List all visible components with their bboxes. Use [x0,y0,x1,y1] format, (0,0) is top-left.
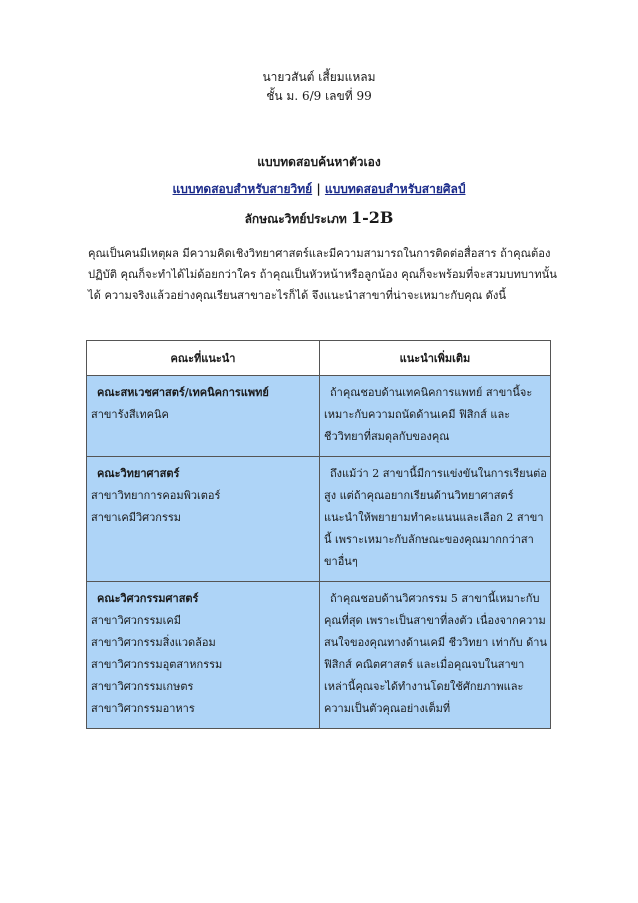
major-item: สาขาวิศวกรรมสิ่งแวดล้อม [91,636,216,649]
arts-test-link[interactable]: แบบทดสอบสำหรับสายศิลป์ [324,182,466,196]
note-cell [320,376,551,457]
note-text: ถ้าคุณชอบด้านวิศวกรรม 5 สาขานี้เหมาะกับคุณที่สุด เพราะเป็นสาขาที่ลงตัว เนื่องจากความสนใจของคุณทางด้านเคมี ชีววิทยา เท่ากับ ด้านฟิสิกส์ คณิตศาสตร์ และเมื่อคุณจบในสาขาเหล่านี้คุณจะได้ทำงานโดยใช้ศักยภาพและความเป็นตัวคุณอย่างเต็มที่ [324,592,547,715]
student-class-line: ชั้น ม. 6/9 เลขที่ 99 [266,89,372,103]
table-row [87,376,551,457]
major-item: สาขาวิศวกรรมเคมี [91,614,182,627]
note-text: ถึงแม้ว่า 2 สาขานี้มีการแข่งขันในการเรียนต่อสูง แต่ถ้าคุณอยากเรียนด้านวิทยาศาสตร์ แนะนำให้พยายามทำคะแนนและเลือก 2 สาขานี้ เพราะเหมาะกับลักษณะของคุณมากกว่าสาขาอื่นๆ [324,467,547,568]
student-name: นายวสันต์ เสี้ยมแหลม [262,70,376,84]
science-test-link[interactable]: แบบทดสอบสำหรับสายวิทย์ [172,182,313,196]
note-text: ถ้าคุณชอบด้านเทคนิคการแพทย์ สาขานี้จะเหมาะกับความถนัดด้านเคมี ฟิสิกส์ และชีววิทยาที่สมดุลกับของคุณ [324,386,533,443]
major-item: สาขาเคมีวิศวกรรม [91,511,182,524]
major-item: สาขาวิศวกรรมเกษตร [91,680,194,693]
table-row [87,582,551,729]
intro-paragraph: คุณเป็นคนมีเหตุผล มีความคิดเชิงวิทยาศาสตร์และมีความสามารถในการติดต่อสื่อสาร ถ้าคุณต้องปฏิบัติ คุณก็จะทำได้ไม่ด้อยกว่าใคร ถ้าคุณเป็นหัวหน้าหรือลูกน้อง คุณก็จะพร้อมที่จะสวมบทบาทนั้นได้ ความจริงแล้วอย่างคุณเรียนสาขาอะไรก็ได้ จึงแนะนำสาขาที่น่าจะเหมาะกับคุณ ดังนี้ [88,247,557,302]
faculty-cell [87,582,320,729]
note-cell [320,582,551,729]
major-item: สาขารังสีเทคนิค [91,408,169,421]
major-item: สาขาวิศวกรรมอุตสาหกรรม [91,658,223,671]
test-links [0,180,638,199]
test-title: แบบทดสอบค้นหาตัวเอง [257,155,381,169]
faculty-cell [87,457,320,582]
result-type-label: ลักษณะวิทย์ประเภท [244,212,347,226]
faculty-name: คณะสหเวชศาสตร์/เทคนิคการแพทย์ [97,386,269,399]
major-item: สาขาวิศวกรรมอาหาร [91,702,195,715]
faculty-name: คณะวิศวกรรมศาสตร์ [97,592,199,605]
table-row [87,457,551,582]
student-header [0,68,638,106]
faculty-name: คณะวิทยาศาสตร์ [97,467,180,480]
faculty-cell [87,376,320,457]
note-cell [320,457,551,582]
result-type [0,208,638,229]
result-type-code: 1-2B [350,208,394,227]
header-faculty: คณะที่แนะนำ [87,341,320,376]
recommendation-table [86,340,551,729]
link-separator: | [316,182,321,196]
header-additional: แนะนำเพิ่มเติม [320,341,551,376]
table-header-row [87,341,551,376]
major-item: สาขาวิทยาการคอมพิวเตอร์ [91,489,221,502]
